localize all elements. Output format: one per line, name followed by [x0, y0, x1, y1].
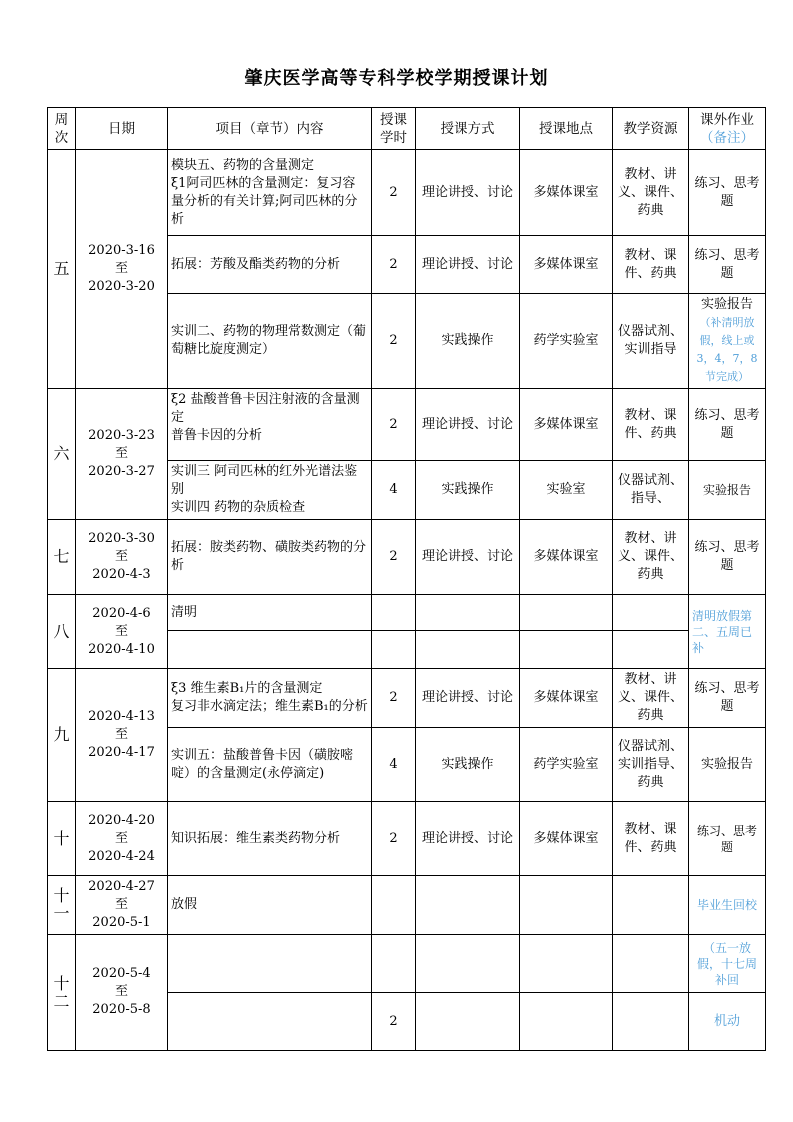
- resources-cell: 教材、讲义、课件、药典: [613, 669, 689, 728]
- homework-cell: 练习、思考题: [689, 669, 766, 728]
- header-homework: [689, 108, 766, 150]
- location-cell: 多媒体课室: [520, 802, 613, 876]
- location-cell: [520, 993, 613, 1051]
- homework-cell: [689, 294, 766, 389]
- homework-label: 实验报告: [700, 297, 753, 312]
- resources-cell: 教材、课件、药典: [613, 389, 689, 461]
- header-location: 授课地点: [520, 108, 613, 150]
- homework-cell: 练习、思考题: [689, 236, 766, 294]
- homework-cell: （五一放假，十七周补回: [689, 935, 766, 993]
- homework-cell: 实验报告: [689, 461, 766, 520]
- hours-cell: 2: [372, 669, 416, 728]
- hours-cell: 2: [372, 294, 416, 389]
- homework-cell: 练习、思考题: [689, 802, 766, 876]
- method-cell: 理论讲授、讨论: [416, 389, 520, 461]
- hours-cell: 2: [372, 236, 416, 294]
- homework-cell: 实验报告: [689, 728, 766, 802]
- location-cell: [520, 631, 613, 669]
- resources-cell: [613, 631, 689, 669]
- content-cell: 知识拓展：维生素类药物分析: [168, 802, 372, 876]
- date-cell: 2020-4-27 至 2020-5-1: [76, 876, 168, 935]
- hours-cell: 2: [372, 993, 416, 1051]
- location-cell: 多媒体课室: [520, 389, 613, 461]
- date-cell: 2020-4-6 至 2020-4-10: [76, 595, 168, 669]
- content-cell: [168, 935, 372, 993]
- date-cell: 2020-4-20 至 2020-4-24: [76, 802, 168, 876]
- date-cell: 2020-3-30 至 2020-4-3: [76, 520, 168, 595]
- table-row: [48, 520, 766, 595]
- content-cell: 放假: [168, 876, 372, 935]
- hours-cell: 2: [372, 150, 416, 236]
- homework-cell: 清明放假第二、五周已补: [689, 595, 766, 669]
- page-title: 肇庆医学高等专科学校学期授课计划: [244, 68, 549, 89]
- content-cell: ξ3 维生素B₁片的含量测定 复习非水滴定法；维生素B₁的分析: [168, 669, 372, 728]
- resources-cell: 教材、课件、药典: [613, 236, 689, 294]
- resources-cell: 仪器试剂、指导、: [613, 461, 689, 520]
- week-cell: 十 一: [48, 876, 76, 935]
- header-hours: 授课 学时: [372, 108, 416, 150]
- table-row: [48, 876, 766, 935]
- resources-cell: [613, 935, 689, 993]
- header-week: 周 次: [48, 108, 76, 150]
- header-method: 授课方式: [416, 108, 520, 150]
- date-cell: 2020-5-4 至 2020-5-8: [76, 935, 168, 1051]
- resources-cell: 教材、讲义、课件、药典: [613, 520, 689, 595]
- method-cell: [416, 935, 520, 993]
- table-row: [48, 150, 766, 236]
- hours-cell: [372, 595, 416, 631]
- resources-cell: 教材、讲义、课件、药典: [613, 150, 689, 236]
- location-cell: [520, 595, 613, 631]
- content-cell: 实训二、药物的物理常数测定（葡萄糖比旋度测定）: [168, 294, 372, 389]
- content-cell: [168, 993, 372, 1051]
- method-cell: [416, 631, 520, 669]
- location-cell: 药学实验室: [520, 294, 613, 389]
- homework-cell: 毕业生回校: [689, 876, 766, 935]
- method-cell: [416, 876, 520, 935]
- resources-cell: 仪器试剂、实训指导、药典: [613, 728, 689, 802]
- hours-cell: [372, 935, 416, 993]
- resources-cell: 仪器试剂、实训指导: [613, 294, 689, 389]
- location-cell: 多媒体课室: [520, 669, 613, 728]
- header-homework-note: （备注）: [700, 129, 754, 146]
- content-cell: 拓展：胺类药物、磺胺类药物的分析: [168, 520, 372, 595]
- header-content: 项目（章节）内容: [168, 108, 372, 150]
- method-cell: 实践操作: [416, 294, 520, 389]
- content-cell: 清明: [168, 595, 372, 631]
- homework-cell: 练习、思考题: [689, 520, 766, 595]
- content-cell: ξ2 盐酸普鲁卡因注射液的含量测定 普鲁卡因的分析: [168, 389, 372, 461]
- location-cell: 药学实验室: [520, 728, 613, 802]
- week-cell: 十 二: [48, 935, 76, 1051]
- homework-cell: 练习、思考题: [689, 150, 766, 236]
- method-cell: [416, 993, 520, 1051]
- resources-cell: [613, 993, 689, 1051]
- week-cell: 八: [48, 595, 76, 669]
- content-cell: 实训三 阿司匹林的红外光谱法鉴别 实训四 药物的杂质检查: [168, 461, 372, 520]
- week-cell: 五: [48, 150, 76, 389]
- table-row: [48, 389, 766, 461]
- homework-note: （补清明放假，线上或3，4，7，8节完成）: [696, 316, 758, 383]
- teaching-plan-table: [47, 107, 766, 1051]
- location-cell: 多媒体课室: [520, 520, 613, 595]
- method-cell: 理论讲授、讨论: [416, 802, 520, 876]
- table-row: [48, 595, 766, 631]
- table-row: [48, 935, 766, 993]
- content-cell: 模块五、药物的含量测定 ξ1阿司匹林的含量测定：复习容量分析的有关计算;阿司匹林的分析: [168, 150, 372, 236]
- content-cell: 拓展：芳酸及酯类药物的分析: [168, 236, 372, 294]
- date-cell: 2020-3-23 至 2020-3-27: [76, 389, 168, 520]
- method-cell: 实践操作: [416, 461, 520, 520]
- week-cell: 十: [48, 802, 76, 876]
- content-cell: 实训五：盐酸普鲁卡因（磺胺嘧啶）的含量测定(永停滴定): [168, 728, 372, 802]
- date-cell: 2020-4-13 至 2020-4-17: [76, 669, 168, 802]
- location-cell: 实验室: [520, 461, 613, 520]
- table-row: [48, 669, 766, 728]
- location-cell: 多媒体课室: [520, 236, 613, 294]
- hours-cell: 4: [372, 461, 416, 520]
- hours-cell: [372, 876, 416, 935]
- header-date: 日期: [76, 108, 168, 150]
- date-cell: 2020-3-16 至 2020-3-20: [76, 150, 168, 389]
- hours-cell: 2: [372, 389, 416, 461]
- method-cell: 理论讲授、讨论: [416, 520, 520, 595]
- header-homework-label: 课外作业: [700, 111, 754, 128]
- resources-cell: 教材、课件、药典: [613, 802, 689, 876]
- resources-cell: [613, 595, 689, 631]
- method-cell: 理论讲授、讨论: [416, 669, 520, 728]
- week-cell: 九: [48, 669, 76, 802]
- hours-cell: 2: [372, 802, 416, 876]
- method-cell: 理论讲授、讨论: [416, 236, 520, 294]
- week-cell: 六: [48, 389, 76, 520]
- week-cell: 七: [48, 520, 76, 595]
- header-row: [48, 108, 766, 150]
- resources-cell: [613, 876, 689, 935]
- method-cell: [416, 595, 520, 631]
- homework-cell: 机动: [689, 993, 766, 1051]
- location-cell: [520, 935, 613, 993]
- method-cell: 实践操作: [416, 728, 520, 802]
- method-cell: 理论讲授、讨论: [416, 150, 520, 236]
- content-cell: [168, 631, 372, 669]
- hours-cell: 4: [372, 728, 416, 802]
- hours-cell: [372, 631, 416, 669]
- table-row: [48, 802, 766, 876]
- header-resources: 教学资源: [613, 108, 689, 150]
- hours-cell: 2: [372, 520, 416, 595]
- homework-cell: 练习、思考题: [689, 389, 766, 461]
- location-cell: 多媒体课室: [520, 150, 613, 236]
- location-cell: [520, 876, 613, 935]
